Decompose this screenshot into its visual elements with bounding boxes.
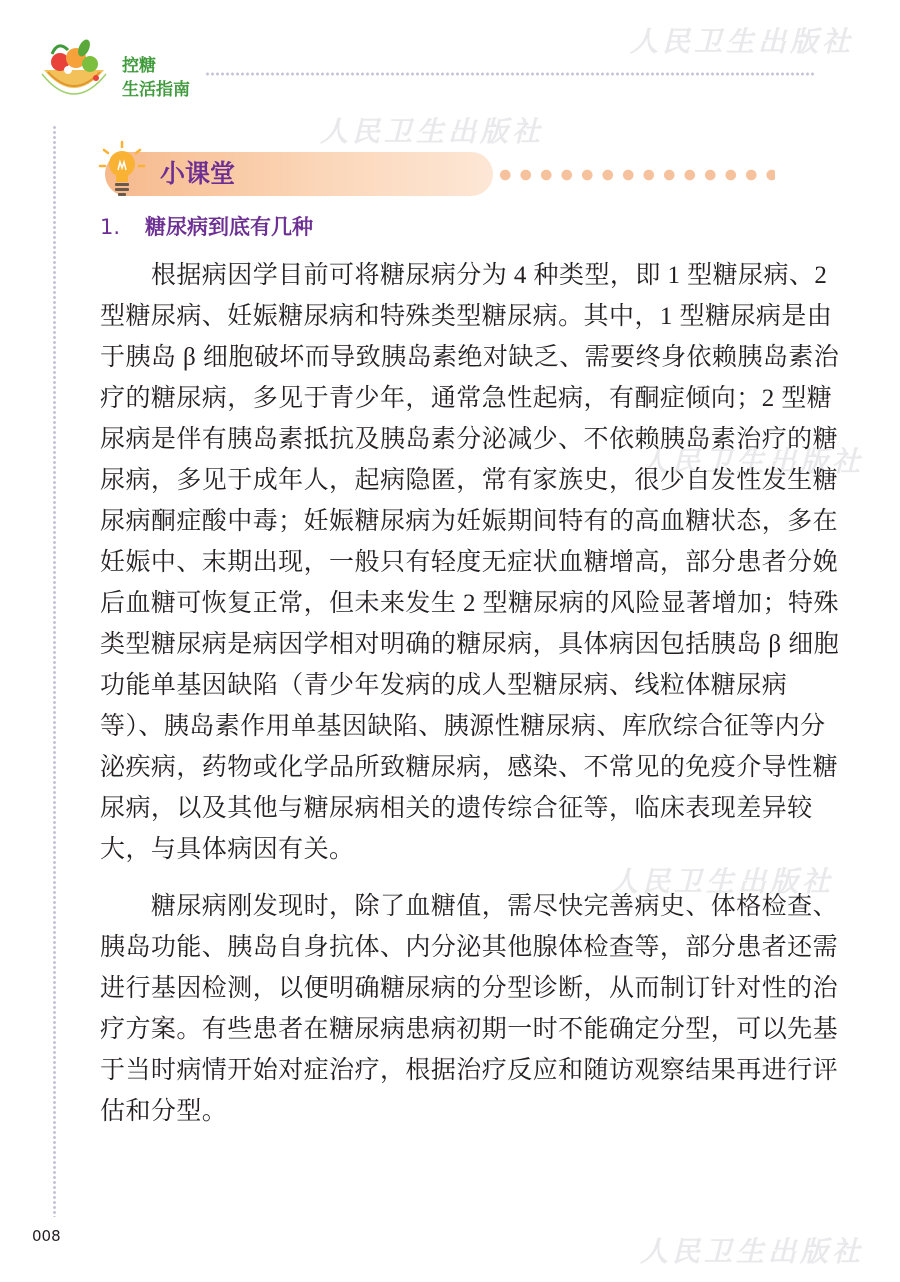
section-title: 糖尿病到底有几种 <box>145 215 313 239</box>
paragraph <box>100 255 840 870</box>
paragraph-gap <box>100 870 770 886</box>
text-line: 于胰岛 β 细胞破坏而导致胰岛素绝对缺乏、需要终身依赖胰岛素治 <box>100 344 840 371</box>
text-line: 尿病是伴有胰岛素抵抗及胰岛素分泌减少、不依赖胰岛素治疗的糖 <box>100 426 839 453</box>
text-line: 疗的糖尿病，多见于青少年，通常急性起病，有酮症倾向；2 型糖 <box>100 385 833 412</box>
text-line: 于当时病情开始对症治疗，根据治疗反应和随访观察结果再进行评 <box>100 1057 839 1084</box>
publisher-watermark: 人民卫生出版社 <box>640 445 865 478</box>
text-line: 胰岛功能、胰岛自身抗体、内分泌其他腺体检查等，部分患者还需 <box>100 934 839 961</box>
side-dotted-rule <box>52 125 57 1217</box>
text-line: 尿病，以及其他与糖尿病相关的遗传综合征等，临床表现差异较 <box>100 795 813 822</box>
section-number: 1. <box>100 215 121 239</box>
publisher-watermark: 人民卫生出版社 <box>630 25 855 58</box>
text-line: 妊娠中、末期出现，一般只有轻度无症状血糖增高，部分患者分娩 <box>100 549 839 576</box>
text-line: 尿病，多见于成年人，起病隐匿，常有家族史，很少自发性发生糖 <box>100 467 839 494</box>
text-line: 后血糖可恢复正常，但未来发生 2 型糖尿病的风险显著增加；特殊 <box>100 590 839 617</box>
text-line: 根据病因学目前可将糖尿病分为 4 种类型，即 1 型糖尿病、2 <box>100 262 828 289</box>
text-line: 型糖尿病、妊娠糖尿病和特殊类型糖尿病。其中，1 型糖尿病是由 <box>100 303 833 330</box>
publisher-watermark: 人民卫生出版社 <box>320 115 545 148</box>
section-heading <box>100 212 313 242</box>
text-line: 类型糖尿病是病因学相对明确的糖尿病，具体病因包括胰岛 β 细胞 <box>100 631 840 658</box>
text-line: 等）、胰岛素作用单基因缺陷、胰源性糖尿病、库欣综合征等内分 <box>100 713 826 740</box>
banner-dotted-trail <box>495 168 775 182</box>
body-text <box>100 255 840 1132</box>
book-title-line-1: 控糖 <box>122 56 156 76</box>
page-number: 008 <box>32 1227 61 1245</box>
text-line: 疗方案。有些患者在糖尿病患病初期一时不能确定分型，可以先基 <box>100 1016 839 1043</box>
text-line: 泌疾病，药物或化学品所致糖尿病，感染、不常见的免疫介导性糖 <box>100 754 839 781</box>
text-line: 糖尿病刚发现时，除了血糖值，需尽快完善病史、体格检查、 <box>100 893 839 920</box>
book-title-line-2: 生活指南 <box>122 80 190 100</box>
publisher-watermark: 人民卫生出版社 <box>610 865 835 898</box>
text-line: 进行基因检测，以便明确糖尿病的分型诊断，从而制订针对性的治 <box>100 975 839 1002</box>
vegetable-bowl-icon <box>38 36 110 108</box>
text-line: 估和分型。 <box>100 1098 228 1125</box>
text-line: 大，与具体病因有关。 <box>100 836 355 863</box>
text-line: 功能单基因缺陷（青少年发病的成人型糖尿病、线粒体糖尿病 <box>100 672 788 699</box>
text-line: 尿病酮症酸中毒；妊娠糖尿病为妊娠期间特有的高血糖状态，多在 <box>100 508 839 535</box>
book-title <box>122 54 190 102</box>
publisher-watermark: 人民卫生出版社 <box>640 1235 865 1268</box>
banner-title: 小课堂 <box>160 159 236 188</box>
header-dotted-rule <box>205 72 815 76</box>
lightbulb-icon <box>98 140 146 202</box>
paragraph <box>100 886 839 1132</box>
